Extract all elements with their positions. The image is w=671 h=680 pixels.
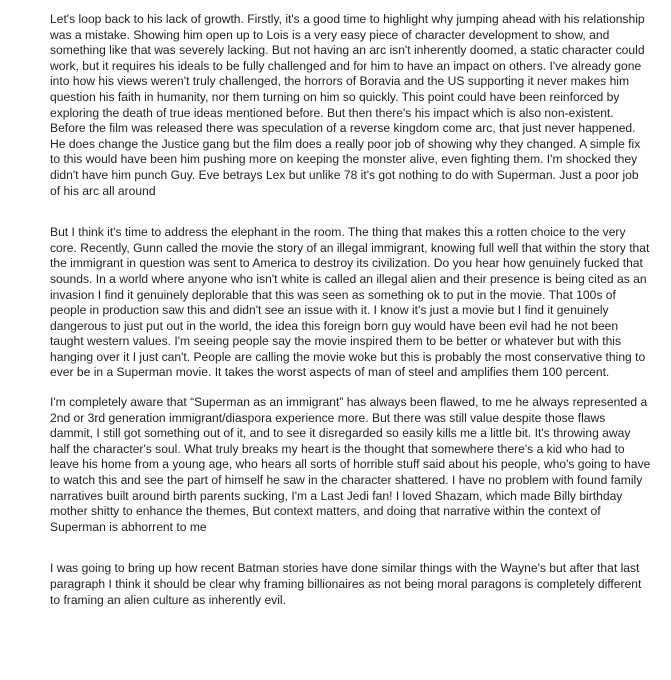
paragraph-personal-reaction: I'm completely aware that “Superman as an immigrant” has always been flawed, to me he always represented a 2nd or 3rd generation immigrant/diaspora experience more. But there was still value despite those flaws dammit, I still got something out of it, and to see it disregarded so easily kills me a little bit. It's throwing away half the character's soul. What truly breaks my heart is the thought that somewhere there's a kid who had to leave his home from a young age, who hears all sorts of horrible stuff said about his people, who's going to have to watch this and see the part of himself he saw in the character shattered. I have no problem with found family narratives built around birth parents sucking, I'm a Last Jedi fan! I loved Shazam, which made Billy birthday mother shitty to enhance the themes, But context matters, and doing that narrative within the context of Superman is abhorrent to me bbox=[50, 395, 651, 534]
paragraph-spacer bbox=[50, 535, 651, 561]
paragraph-spacer bbox=[50, 199, 651, 225]
paragraph-spacer bbox=[50, 381, 651, 395]
paragraph-batman-comparison: I was going to bring up how recent Batman stories have done similar things with the Wayne's but after that last paragraph I think it should be clear why framing billionaires as not being moral paragons is completely different to framing an alien culture as inherently evil. bbox=[50, 561, 642, 607]
paragraph-immigrant-story: But I think it's time to address the elephant in the room. The thing that makes this a rotten choice to the very core. Recently, Gunn called the movie the story of an illegal immigrant, knowing full well that within the story that the immigrant in question was sent to America to destroy its civilization. Do you hear how genuinely fucked that sounds. In a world where anyone who isn't white is called an illegal alien and their presence is being cited as an invasion I find it genuinely deplorable that this was seen as something ok to put in the movie. That 100s of people in production saw this and didn't see an issue with it. I know it's just a movie but I find it genuinely dangerous to just put out in the world, the idea this foreign born guy would have been evil had he not been taught western values. I'm seeing people say the movie inspired them to be better or whatever but with this hanging over it I just can't. People are calling the movie woke but this is probably the most conservative thing to ever be in a Superman movie. It takes the worst aspects of man of steel and amplifies them 100 percent. bbox=[50, 225, 650, 380]
paragraph-character-growth: Let's loop back to his lack of growth. Firstly, it's a good time to highlight why jumping ahead with his relationship was a mistake. Showing him open up to Lois is a very easy piece of character development to show, and something like that was severely lacking. But not having an arc isn't inherently doomed, a static character could work, but it requires his ideals to be fully challenged and for him to have an impact on others. I've already gone into how his views weren't truly challenged, the horrors of Boravia and the US supporting it never makes him question his faith in humanity, nor them turning on him so quickly. This point could have been reinforced by exploring the death of true ideas mentioned before. But then there's his impact which is also non-existent. Before the film was released there was speculation of a reverse kingdom come arc, that just never happened. He does change the Justice gang but the film does a really poor job of showing why they changed. A simple fix to this would have been him pushing more on keeping the monster alive, even fighting them. I'm shocked they didn't have him punch Guy. Eve betrays Lex but unlike 78 it's got nothing to do with Superman. Just a poor job of his arc all around bbox=[50, 12, 645, 198]
